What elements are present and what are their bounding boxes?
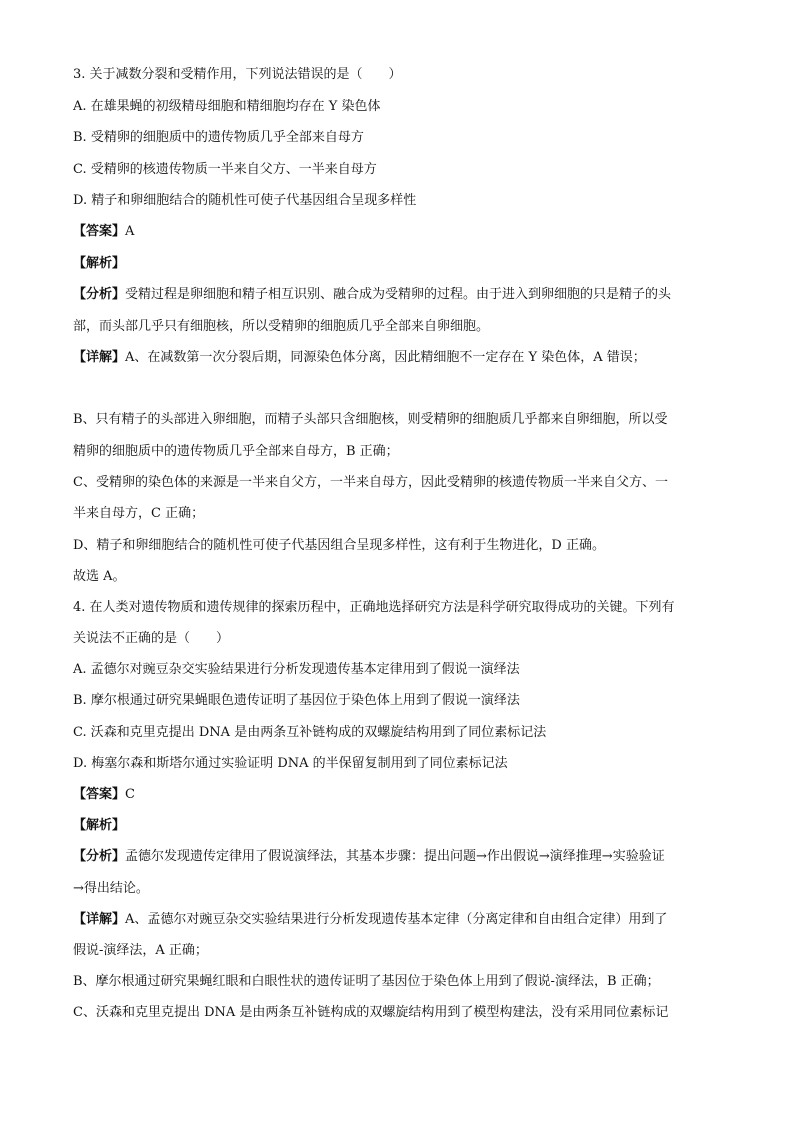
question-4-stem-cont: 关说法不正确的是（ ） <box>73 631 230 646</box>
question-3-analysis-label: 【解析】 <box>73 256 126 271</box>
question-3-option-c: C. 受精卵的核遗传物质一半来自父方、一半来自母方 <box>73 162 377 177</box>
question-3-stem: 3. 关于减数分裂和受精作用，下列说法错误的是（ ） <box>73 67 402 82</box>
question-4-option-d: D. 梅塞尔森和斯塔尔通过实验证明 DNA 的半保留复制用到了同位素标记法 <box>73 756 508 771</box>
question-4-xiangjie: 【详解】A、孟德尔对豌豆杂交实验结果进行分析发现遗传基本定律（分离定律和自由组合定律）用到了 <box>73 912 668 927</box>
question-3-detail-c: C、受精卵的染色体的来源是一半来自父方，一半来自母方，因此受精卵的核遗传物质一半来自父方、一 <box>73 475 668 490</box>
question-3-fenxi: 【分析】受精过程是卵细胞和精子相互识别、融合成为受精卵的过程。由于进入到卵细胞的只是精子的头 <box>73 287 672 302</box>
fenxi-label: 【分析】 <box>73 849 126 864</box>
question-4-option-c: C. 沃森和克里克提出 DNA 是由两条互补链构成的双螺旋结构用到了同位素标记法 <box>73 725 547 740</box>
question-4-option-a: A. 孟德尔对豌豆杂交实验结果进行分析发现遗传基本定律用到了假说一演绎法 <box>73 662 520 677</box>
question-4-fenxi-cont: →得出结论。 <box>73 881 149 896</box>
question-3-option-b: B. 受精卵的细胞质中的遗传物质几乎全部来自母方 <box>73 130 364 145</box>
answer-value: C <box>125 787 135 802</box>
question-4-detail-b: B、摩尔根通过研究果蝇红眼和白眼性状的遗传证明了基因位于染色体上用到了假说-演绎法，B 正确； <box>73 974 660 989</box>
question-4-detail-c: C、沃森和克里克提出 DNA 是由两条互补链构成的双螺旋结构用到了模型构建法，没有采用同位素标记 <box>73 1005 669 1020</box>
question-4-detail-a-cont: 假说-演绎法，A 正确； <box>73 943 208 958</box>
question-4-analysis-label: 【解析】 <box>73 818 126 833</box>
question-4-stem: 4. 在人类对遗传物质和遗传规律的探索历程中，正确地选择研究方法是科学研究取得成功的关键。下列有 <box>73 600 675 615</box>
question-3-answer <box>73 223 134 241</box>
question-3-xiangjie: 【详解】A、在减数第一次分裂后期，同源染色体分离，因此精细胞不一定存在 Y 染色体，A 错误； <box>73 350 646 365</box>
answer-value: A <box>125 224 135 239</box>
question-3-detail-b: B、只有精子的头部进入卵细胞，而精子头部只含细胞核，则受精卵的细胞质几乎都来自卵细胞，所以受 <box>73 412 668 427</box>
question-3-detail-d: D、精子和卵细胞结合的随机性可使子代基因组合呈现多样性，这有利于生物进化，D 正确。 <box>73 538 605 553</box>
question-3-option-a: A. 在雄果蝇的初级精母细胞和精细胞均存在 Y 染色体 <box>73 99 381 114</box>
question-3-detail-c-cont: 半来自母方，C 正确； <box>73 506 205 521</box>
question-4-option-b: B. 摩尔根通过研究果蝇眼色遗传证明了基因位于染色体上用到了假说一演绎法 <box>73 693 520 708</box>
xiangjie-label: 【详解】 <box>73 912 126 927</box>
question-4-answer <box>73 786 135 804</box>
question-4-fenxi: 【分析】孟德尔发现遗传定律用了假说演绎法，其基本步骤：提出问题→作出假说→演绎推理→实验验证 <box>73 849 665 864</box>
answer-label: 【答案】 <box>73 224 126 239</box>
question-3-conclusion: 故选 A。 <box>73 569 126 584</box>
fenxi-label: 【分析】 <box>73 287 126 302</box>
answer-label: 【答案】 <box>73 787 126 802</box>
question-3-fenxi-cont: 部，而头部几乎只有细胞核，所以受精卵的细胞质几乎全部来自卵细胞。 <box>73 319 490 334</box>
question-3-detail-b-cont: 精卵的细胞质中的遗传物质几乎全部来自母方，B 正确； <box>73 444 399 459</box>
question-3-option-d: D. 精子和卵细胞结合的随机性可使子代基因组合呈现多样性 <box>73 193 417 208</box>
xiangjie-label: 【详解】 <box>73 350 126 365</box>
